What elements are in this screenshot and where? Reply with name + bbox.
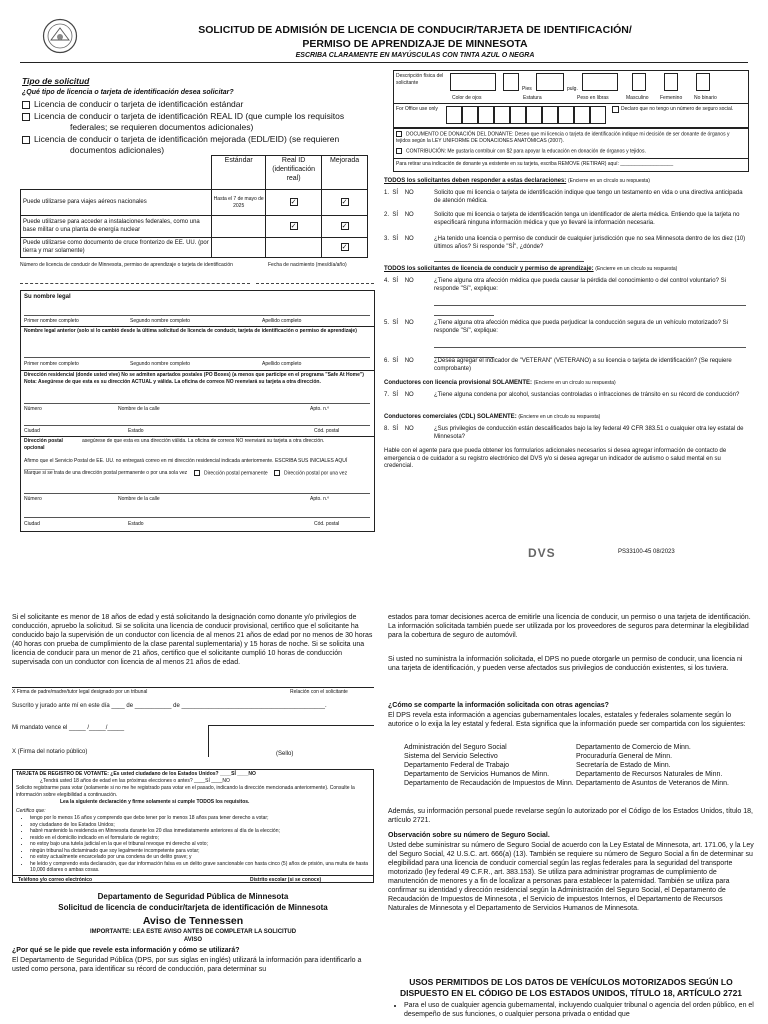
mailing-label: Dirección postal opcional	[24, 438, 63, 451]
tennessen-title: Aviso de Tennessen	[142, 915, 244, 927]
dept-title: Departamento de Seguridad Pública de Minnesota	[97, 892, 289, 901]
initials-affirmation: Afirmo que el Servicio Postal de EE. UU. no entregará correo en mi dirección residencial indicada anteriormente. ESCRIBA SUS INICIALES AQUÍ ___________	[24, 458, 348, 471]
checkbox-icon[interactable]	[396, 131, 402, 137]
checkmark-icon: ✓	[290, 223, 297, 230]
header-rule	[20, 62, 748, 63]
voter-certifications: • tengo por lo menos 16 años y comprendo que debo tener por lo menos 18 años para tener derecho a votar; • soy ciudadano de los Estados Unidos; • habré mantenido la residencia en Minnesota durante los 20 días inmediatamente anteriores al día de la elección; • resido en el domicilio indicado en el formulario de registro; • no estoy bajo una tutela judicial en la que el tribunal revoque mi derecho al voto; • ningún tribunal ha dictaminado que soy legalmente incompetente para votar; • no estoy actualmente encarcelado por una condena de un delito grave; y • he leído y comprendo esta declaración, que dar información falsa es un delito grave sancionable con hasta cinco (5) años de prisión, una multa de hasta 10,000 dólares o ambas cosas.	[30, 815, 370, 874]
dvs-logo: DVS	[528, 546, 556, 560]
height-feet-input[interactable]	[503, 73, 519, 91]
checkbox-icon[interactable]	[22, 101, 30, 109]
checkbox-icon[interactable]	[396, 148, 402, 154]
no-ssn-checkbox[interactable]	[612, 106, 619, 113]
question-3-where-input[interactable]	[434, 254, 584, 262]
legal-name-input[interactable]	[24, 302, 370, 316]
license-number-input[interactable]	[20, 272, 250, 284]
option-standard[interactable]: Licencia de conducir o tarjeta de identificación estándar	[22, 99, 362, 110]
cdl-heading: Conductores comerciales (CDL) SOLAMENTE: (Encierre en un círculo su respuesta)	[384, 414, 601, 420]
eye-color-input[interactable]	[450, 73, 496, 91]
comparison-table: Estándar Real ID (identificación real) Mejorada Puede utilizarse para viajes aéreos nacionales Hasta el 7 de mayo de 2025 ✓ ✓ Puede utilizarse para acceder a instalaciones federales, como una base militar o una planta de energía nuclear ✓ ✓ Puede utilizarse como documento de cruce fronterizo de EE. UU. (por tierra y mar solamente) ✓	[20, 155, 368, 258]
checkbox-icon[interactable]	[22, 136, 30, 144]
question-6[interactable]: 6. SÍ NO ¿Desea agregar el indicador de "VETERAN" (VETERANO) a su licencia o tarjeta de identificación? (Se requiere comprobante)	[384, 358, 732, 372]
checkbox-icon[interactable]	[274, 470, 280, 476]
license-number-label: Número de licencia de conducir de Minnesota, permiso de aprendizaje o tarjeta de identificación	[20, 262, 233, 268]
male-checkbox[interactable]	[632, 73, 646, 91]
question-7[interactable]: 7. SÍ NO ¿Tiene alguna condena por alcohol, sustancias controladas o infracciones de tránsito en su récord de conducción?	[384, 392, 740, 398]
office-use-label: For Office use only	[396, 106, 438, 112]
parental-consent-text: Si el solicitante es menor de 18 años de edad y está solicitando la designación como donante y/o privilegios de conducción, apruebo la solicitud. Si se solicita una licencia de conducir provisional, certifico que el solicitante ha conducido bajo la supervisión de un conductor con licencia de al menos 21 años de edad por no menos de 30 horas (40 horas con prueba de cumplimiento de la clase parental suplementaria) y 15 horas de noche. Si se solicita una licencia de conducir para un menor de 21 años, certifico que el solicitante cumplió 10 horas de conducción supervisada con un conductor con licencia de al menos 21 años de edad.	[12, 614, 373, 666]
question-1[interactable]: 1. SÍ NO Solicito que mi licencia o tarjeta de identificación indique que tengo un testamento en vida o una directiva anticipada de atención médica.	[384, 190, 743, 204]
checkbox-icon[interactable]	[194, 470, 200, 476]
phone-email-field[interactable]: Teléfono y/o correo electrónico	[18, 877, 93, 883]
checkbox-icon[interactable]	[22, 113, 30, 121]
checkmark-icon: ✓	[341, 244, 348, 251]
prior-name-input[interactable]	[24, 342, 370, 358]
option-enhanced[interactable]: Licencia de conducir o tarjeta de identificación mejorada (EDL/EID) (se requieren documentos adicionales)	[22, 134, 362, 155]
contribution-option[interactable]: CONTRIBUCIÓN: Me gustaría contribuir con $2 para apoyar la educación en donación de órganos y tejidos.	[396, 148, 744, 155]
donor-option[interactable]: DOCUMENTO DE DONACIÓN DEL DONANTE: Deseo que mi licencia o tarjeta de identificación indique mi decisión de ser donante de órganos y tejidos según la LEY UNIFORME DE DONACIONES ANATÓMICAS (2007).	[396, 131, 730, 144]
school-district-field[interactable]: Distrito escolar (si se conoce)	[250, 877, 322, 883]
col-enhanced: Mejorada	[322, 156, 368, 190]
permitted-uses-heading: USOS PERMITIDOS DE LOS DATOS DE VEHÍCULOS MOTORIZADOS SEGÚN LO DISPUESTO EN EL CÓDIGO DE LOS ESTADOS UNIDOS, TÍTULO 18, ARTÍCULO 2721	[399, 977, 743, 998]
question-4[interactable]: 4. SÍ NO ¿Tiene alguna otra afección médica que pueda causar la pérdida del conocimiento o del control voluntario? Si responde "Sí", explique:	[384, 278, 726, 292]
section-heading-tipo: Tipo de solicitud	[22, 76, 90, 86]
form-number: PS33100-45 08/2023	[618, 549, 675, 555]
tipo-question: ¿Qué tipo de licencia o tarjeta de identificación desea solicitar?	[22, 89, 234, 96]
question-2[interactable]: 2. SÍ NO Solicito que mi licencia o tarjeta de identificación tenga un identificador de alerta médica. Entiendo que la tarjeta no especificará ninguna información médica y que yo llevaré la información necesaria.	[384, 212, 740, 226]
notary-signature[interactable]: X (Firma del notario público)	[12, 749, 88, 755]
legal-name-label: Su nombre legal	[24, 294, 71, 300]
agency-list: Administración del Seguro Social Departamento de Comercio de Minn. Sistema del Servicio Selectivo Procuraduría General de Minn. Departamento Federal de Trabajo Secretaría de Estado de Minn. Departamento de Servicios Humanos de Minn. Departamento de Recursos Naturales de Minn. Departamento de Recaudación de Impuestos de Minn. Departamento de Asuntos de Veteranos de Minn.	[404, 744, 729, 787]
mailing-street-input[interactable]	[24, 482, 370, 494]
app-title: Solicitud de licencia de conducir/tarjeta de identificación de Minnesota	[58, 903, 328, 912]
nonbinary-checkbox[interactable]	[696, 73, 710, 91]
checkmark-icon: ✓	[290, 199, 297, 206]
form-title-line2: PERMISO DE APRENDIZAJE DE MINNESOTA	[302, 38, 528, 50]
mailing-city-input[interactable]	[24, 506, 370, 518]
emergency-contact-note: Hable con el agente para que pueda obtener los formularios adicionales necesarios si desea agregar información de contacto de emergencia o de cuidador a su registro electrónico del DVS y/o si desea agregar un indicador de autismo o salud mental en su credencial.	[384, 448, 727, 469]
residential-label: Dirección residencial (donde usted vive) No se admiten apartados postales (PO Boxes) (a menos que participe en el programa "Safe At Home") Nota: Asegúrese de que esta es su dirección ACTUAL y válida. La oficina de correos NO reenviará su tarjeta a otra dirección.	[24, 372, 364, 385]
height-inch-input[interactable]	[536, 73, 564, 91]
page-2: Si el solicitante es menor de 18 años de edad y está solicitando la designación como donante y/o privilegios de conducción, apruebo la solicitud. Si se solicita una licencia de conducir provisional, certifico que el solicitante ha conducido bajo la supervisión de un conductor con licencia de al menos 21 años de edad por no menos de 30 horas (40 horas con prueba de cumplimiento de la clase parental suplementaria) y 15 horas de noche. Si se solicita una licencia de conducir para un menor de 21 años, certifico que el solicitante cumplió 10 horas de conducción supervisada con un conductor con licencia de al menos 21 años de edad. X Firma de padre/madre/tutor legal designado por un tribunal Relación con el solicitante Suscrito y jurado ante mí en este día ____ de ___________ de ___________________________________________. Mi mandato vence el _____ /_____/_____ X (Firma del notario público) (Sello) TARJETA DE REGISTRO DE VOTANTE: ¿Es usted ciudadano de los Estados Unidos? ____SÍ ____NO ¿Tendrá usted 18 años de edad en las próximas elecciones o antes? ____SÍ ____NO Solicito registrarme para votar (solamente si no me he registrado para votar en el pasado, indicando la dirección mencionada anteriormente). Consulte la información sobre elegibilidad a continuación. Lea la siguiente declaración y firme solamente si cumple TODOS los requisitos. Certifico que: • tengo por lo menos 16 años y comprendo que debo tener por lo menos 18 años para tener derecho a votar; • soy ciudadano de los Estados Unidos; • habré mantenido la residencia en Minnesota durante los 20 días inmediatamente anteriores al día de la elección; • resido en el domicilio indicado en el formulario de registro; • no estoy bajo una tutela judicial en la que el tribunal revoque mi derecho al voto; • ningún tribunal ha dictaminado que soy legalmente incompetente para votar; • no estoy actualmente encarcelado por una condena de un delito grave; y • he leído y comprendo esta declaración, que dar información falsa es un delito grave sancionable con hasta cinco (5) años de prisión, una multa de hasta 10,000 dólares o ambas cosas. Teléfono y/o correo electrónico Distrito escolar (si se conoce) Departamento de Seguridad Pública de Minnesota Solicitud de licencia de conducir/tarjeta de identificación de Minnesota Aviso de Tennessen IMPORTANTE: LEA ESTE AVISO ANTES DE COMPLETAR LA SOLICITUD AVISO ¿Por qué se le pide que revele esta información y cómo se utilizará? El Departamento de Seguridad Pública (DPS, por sus siglas en inglés) utilizará la información para identificarlo a usted como persona, para identificar su récord de conducción, para determinar su estados para tomar decisiones acerca de emitirle una licencia de conducir, un permiso o una tarjeta de identificación. La información solicitada también puede ser utilizada por los proveedores de seguros para determinar la elegibilidad para la cobertura de seguro de automóvil. Si usted no suministra la información solicitada, el DPS no puede otorgarle un permiso de conducir, una licencia ni una tarjeta de identificación, y pueden verse afectados sus privilegios de conducción existentes, si los tuviera. ¿Cómo se comparte la información solicitada con otras agencias? El DPS revela esta información a agencias gubernamentales locales, estatales y federales solamente según lo autorice o lo exija la ley estatal y federal. Esta significa que la información puede ser compartida con los siguientes: Administración del Seguro Social Departamento de Comercio de Minn. Sistema del Servicio Selectivo Procuraduría General de Minn. Departamento Federal de Trabajo Secretaría de Estado de Minn. Departamento de Servicios Humanos de Minn. Departamento de Recursos Naturales de Minn. Departamento de Recaudación de Impuestos de Minn. Departamento de Asuntos de Veteranos de Minn. Además, su información personal puede revelarse según lo autorizado por el Código de los Estados Unidos, título 18, artículo 2721. Observación sobre su número de Seguro Social. Usted debe suministrar su número de Seguro Social de acuerdo con la Ley Estatal de Minnesota, art. 171.06, y la Ley del Seguro Social, 42 U.S.C. art. 666(a) (13). También se requiere su número de Seguro Social a fin de determinar su elegibilidad para una licencia de conducir comercial según las reglas federales para la seguridad del transporte motorizado (ley federal 49 C.F.R., art. 383.153). Se utiliza para administrar programas de cumplimiento de manutención de menores y a fin de localizar a personas para establecer la paternidad. También se utiliza para confirmar su identidad y dirección residencial según la Administración del Seguro Social, el Departamento de Recaudación de Impuestos de Minnesota , el Servicio de impuestos Internos, el Departamento de Recursos Naturales de Minnesota y el Departamento de Servicios Humanos de Minnesota. USOS PERMITIDOS DE LOS DATOS DE VEHÍCULOS MOTORIZADOS SEGÚN LO DISPUESTO EN EL CÓDIGO DE LOS ESTADOS UNIDOS, TÍTULO 18, ARTÍCULO 2721 • Para el uso de cualquier agencia gubernamental, incluyendo cualquier tribunal o agencia del orden público, en el desempeño de sus funciones, o cualquier persona privada o entidad que	[0, 605, 768, 1024]
question-4-explain-input[interactable]	[434, 298, 746, 306]
page-1: SOLICITUD DE ADMISIÓN DE LICENCIA DE CONDUCIR/TARJETA DE IDENTIFICACIÓN/ PERMISO DE APRENDIZAJE DE MINNESOTA ESCRIBA CLARAMENTE EN MAYÚSCULAS CON TINTA AZUL O NEGRA Tipo de solicitud ¿Qué tipo de licencia o tarjeta de identificación desea solicitar? Licencia de conducir o tarjeta de identificación estándar Licencia de conducir o tarjeta de identificación REAL ID (que cumple los requisitos federales; se requieren documentos adicionales) Licencia de conducir o tarjeta de identificación mejorada (EDL/EID) (se requieren documentos adicionales) Estándar Real ID (identificación real) Mejorada Puede utilizarse para viajes aéreos nacionales Hasta el 7 de mayo de 2025 ✓ ✓ Puede utilizarse para acceder a instalaciones federales, como una base militar o una planta de energía nuclear ✓ ✓ Puede utilizarse como documento de cruce fronterizo de EE. UU. (por tierra y mar solamente) ✓ Número de licencia de conducir de Minnesota, permiso de aprendizaje o tarjeta de identificación Fecha de nacimiento (mes/día/año) Su nombre legal Primer nombre completo Segundo nombre completo Apellido completo Nombre legal anterior (solo si lo cambió desde la última solicitud de licencia de conducir, tarjeta de identificación o permiso de aprendizaje) Primer nombre completo Segundo nombre completo Apellido completo Dirección residencial (donde usted vive) No se admiten apartados postales (PO Boxes) (a menos que participe en el programa "Safe At Home") Nota: Asegúrese de que esta es su dirección ACTUAL y válida. La oficina de correos NO reenviará su tarjeta a otra dirección. Número Nombre de la calle Apto. n.º Ciudad Estado Cód. postal Dirección postal opcional asegúrese de que esta es una dirección válida. La oficina de correos NO reenviará su tarjeta a otra dirección. Afirmo que el Servicio Postal de EE. UU. no entregará correo en mi dirección residencial indicada anteriormente. ESCRIBA SUS INICIALES AQUÍ ___________ Marque si se trata de una dirección postal permanente o por una sola vez Dirección postal permanente Dirección postal por una vez Número Nombre de la calle Apto. n.º Ciudad Estado Cód. postal Descripción física del solicitante Color de ojos Pies pulg. Estatura Peso en libras Masculino Femenino No binario For Office use only Declaro que no tengo un número de seguro social. DOCUMENTO DE DONACIÓN DEL DONANTE: Deseo que mi licencia o tarjeta de identificación indique mi decisión de ser donante de órganos y tejidos según la LEY UNIFORME DE DONACIONES ANATÓMICAS (2007). CONTRIBUCIÓN: Me gustaría contribuir con $2 para apoyar la educación en donación de órganos y tejidos. Para retirar una indicación de donante ya existente en su tarjeta, escriba REMOVE (RETIRAR) aquí: ___________________ TODOS los solicitantes deben responder a estas declaraciones: (Encierre en un círculo su respuesta) 1. SÍ NO Solicito que mi licencia o tarjeta de identificación indique que tengo un testamento en vida o una directiva anticipada de atención médica. 2. SÍ NO Solicito que mi licencia o tarjeta de identificación tenga un identificador de alerta médica. Entiendo que la tarjeta no especificará ninguna información médica y que yo llevaré la información necesaria. 3. SÍ NO ¿Ha tenido una licencia o permiso de conducir de cualquier jurisdicción que no sea Minnesota dentro de los diez (10) últimos años? Si responde "SÍ", ¿dónde? TODOS los solicitantes de licencia de conducir y permiso de aprendizaje: (Encierre en un círculo su respuesta) 4. SÍ NO ¿Tiene alguna otra afección médica que pueda causar la pérdida del conocimiento o del control voluntario? Si responde "Sí", explique: 5. SÍ NO ¿Tiene alguna otra afección médica que pueda perjudicar la conducción segura de un vehículo motorizado? Si responde "Sí", explique: 6. SÍ NO ¿Desea agregar el indicador de "VETERAN" (VETERANO) a su licencia o tarjeta de identificación? (Se requiere comprobante) Conductores con licencia provisional SOLAMENTE: (Encierre en un círculo su respuesta) 7. SÍ NO ¿Tiene alguna condena por alcohol, sustancias controladas o infracciones de tránsito en su récord de conducción? Conductores comerciales (CDL) SOLAMENTE: (Encierre en un círculo su respuesta) 8. SÍ NO ¿Sus privilegios de conducción están descalificados bajo la ley federal 49 CFR 383.51 o cualquier otra ley estatal de Minnesota? Hable con el agente para que pueda obtener los formularios adicionales necesarios si desea agregar información de contacto de emergencia o de cuidador a su registro electrónico del DVS y/o si desea agregar un indicador de autismo o salud mental en su credencial. DVS PS33100-45 08/2023	[0, 0, 768, 585]
question-8[interactable]: 8. SÍ NO ¿Sus privilegios de conducción están descalificados bajo la ley federal 49 CFR 383.51 o cualquier otra ley estatal de Minnesota?	[384, 426, 744, 440]
parent-signature-line[interactable]	[12, 687, 374, 688]
row-federal-facilities: Puede utilizarse para acceder a instalaciones federales, como una base militar o una planta de energía nuclear	[21, 216, 212, 238]
residential-street-input[interactable]	[24, 392, 370, 404]
all-applicants-heading: TODOS los solicitantes deben responder a estas declaraciones: (Encierre en un círculo su respuesta)	[384, 178, 650, 184]
question-5[interactable]: 5. SÍ NO ¿Tiene alguna otra afección médica que pueda perjudicar la conducción segura de un vehículo motorizado? Si responde "Sí", explique:	[384, 320, 728, 334]
form-instructions: ESCRIBA CLARAMENTE EN MAYÚSCULAS CON TINTA AZUL O NEGRA	[295, 52, 535, 59]
question-5-explain-input[interactable]	[434, 340, 746, 348]
one-time-mailing-option[interactable]: Dirección postal por una vez	[274, 470, 347, 477]
office-use-boxes	[446, 106, 606, 124]
row-air-travel: Puede utilizarse para viajes aéreos nacionales	[21, 190, 212, 216]
checkmark-icon: ✓	[341, 199, 348, 206]
residential-city-input[interactable]	[24, 414, 370, 426]
col-real-id: Real ID (identificación real)	[266, 156, 322, 190]
weight-input[interactable]	[582, 73, 618, 91]
form-title-line1: SOLICITUD DE ADMISIÓN DE LICENCIA DE CONDUCIR/TARJETA DE IDENTIFICACIÓN/	[198, 24, 632, 36]
page-separator	[0, 588, 768, 602]
female-checkbox[interactable]	[664, 73, 678, 91]
remove-donor-field[interactable]: Para retirar una indicación de donante ya existente en su tarjeta, escriba REMOVE (RETIRAR) aquí: ___________________	[396, 161, 674, 167]
row-border-crossing: Puede utilizarse como documento de cruce fronterizo de EE. UU. (por tierra y mar solamente)	[21, 238, 212, 258]
col-standard: Estándar	[212, 156, 266, 190]
question-3[interactable]: 3. SÍ NO ¿Ha tenido una licencia o permiso de conducir de cualquier jurisdicción que no sea Minnesota dentro de los diez (10) últimos años? Si responde "SÍ", ¿dónde?	[384, 236, 746, 250]
dob-label: Fecha de nacimiento (mes/día/año)	[268, 262, 347, 268]
dob-input[interactable]	[256, 272, 374, 284]
provisional-heading: Conductores con licencia provisional SOLAMENTE: (Encierre en un círculo su respuesta)	[384, 380, 616, 386]
permanent-mailing-option[interactable]: Dirección postal permanente	[194, 470, 268, 477]
sworn-line[interactable]: Suscrito y jurado ante mí en este día ____ de ___________ de ___________________________________________.	[12, 703, 327, 709]
drivers-heading: TODOS los solicitantes de licencia de conducir y permiso de aprendizaje: (Encierre en un círculo su respuesta)	[384, 266, 678, 272]
state-seal-icon	[42, 18, 78, 54]
commission-expiry[interactable]: Mi mandato vence el _____ /_____/_____	[12, 725, 125, 731]
option-real-id[interactable]: Licencia de conducir o tarjeta de identificación REAL ID (que cumple los requisitos federales; se requieren documentos adicionales)	[22, 111, 362, 132]
prior-name-label: Nombre legal anterior (solo si lo cambió desde la última solicitud de licencia de conducir, tarjeta de identificación o permiso de aprendizaje)	[24, 328, 357, 334]
checkmark-icon: ✓	[341, 223, 348, 230]
